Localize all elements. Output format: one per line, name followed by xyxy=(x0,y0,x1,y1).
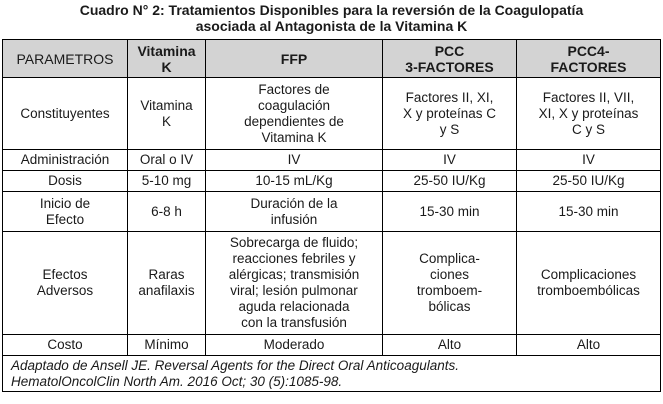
cell-line: Vitamina K xyxy=(261,129,327,145)
header-parametros-text: PARAMETROS xyxy=(16,50,114,67)
footnote-line-1: Adaptado de Ansell JE. Reversal Agents for the Direct Oral Anticoagulants. xyxy=(11,357,459,373)
cell-line: Dosis xyxy=(48,173,82,188)
cell-pcc-4 xyxy=(517,150,661,171)
header-ffp-text: FFP xyxy=(280,50,308,67)
cell-line: Constituyentes xyxy=(20,105,110,121)
cell-line: IV xyxy=(443,152,456,167)
cell-line: 25-50 IU/Kg xyxy=(413,173,486,188)
header-pcc-3-line2: 3-FACTORES xyxy=(405,58,494,75)
cell-line: Complica- xyxy=(419,251,480,266)
cell-vitamina-k xyxy=(128,78,206,150)
cell-line: Factores de xyxy=(258,81,330,97)
cell-line: dependientes de xyxy=(244,113,344,129)
cell-line: anafilaxis xyxy=(138,283,195,298)
cell-line: reacciones febriles y xyxy=(232,251,356,266)
header-vitamina-k xyxy=(128,40,206,78)
cell-param xyxy=(3,232,128,335)
cell-line: IV xyxy=(287,152,301,167)
cell-vitamina-k xyxy=(128,171,206,192)
cell-line: coagulación xyxy=(257,97,331,113)
cell-ffp xyxy=(206,150,383,171)
cell-pcc-4 xyxy=(517,232,661,335)
cell-line: y S xyxy=(439,121,460,137)
cell-line: Administración xyxy=(20,152,110,167)
cell-line: Alto xyxy=(437,337,462,352)
cell-line: tromboem- xyxy=(416,283,483,298)
cell-line: 25-50 IU/Kg xyxy=(552,173,625,188)
row-constituyentes xyxy=(3,78,661,150)
header-ffp xyxy=(206,40,383,78)
row-efectos-adversos xyxy=(3,232,661,335)
cell-line: con la transfusión xyxy=(241,315,347,330)
cell-pcc-4 xyxy=(517,192,661,232)
cell-line: alérgicas; transmisión xyxy=(228,267,360,282)
cell-pcc-4 xyxy=(517,171,661,192)
cell-line: Mínimo xyxy=(144,337,189,352)
cell-line: IV xyxy=(582,152,595,167)
cell-line: Oral o IV xyxy=(139,152,194,167)
cell-param xyxy=(3,335,128,356)
cell-line: infusión xyxy=(270,211,318,227)
header-pcc-4-line2: FACTORES xyxy=(550,58,627,75)
cell-pcc-3 xyxy=(383,150,517,171)
cell-line: ciones xyxy=(429,267,470,282)
cell-line: bólicas xyxy=(428,299,471,314)
cell-line: Complicaciones xyxy=(540,267,637,282)
header-pcc-3-line1: PCC xyxy=(434,42,465,59)
cell-line: viral; lesión pulmonar xyxy=(230,283,358,298)
cell-line: Adversos xyxy=(36,283,94,298)
cell-line: Alto xyxy=(576,337,601,352)
cell-vitamina-k xyxy=(128,150,206,171)
cell-line: 10-15 mL/Kg xyxy=(255,173,333,188)
cell-param xyxy=(3,150,128,171)
cell-line: Factores II, XI, xyxy=(405,89,494,105)
cell-param xyxy=(3,78,128,150)
cell-line: XI, X y proteínas xyxy=(538,105,639,121)
cell-line: 6-8 h xyxy=(151,203,182,219)
caption-line-1: Cuadro N° 2: Tratamientos Disponibles para la reversión de la Coagulopatía xyxy=(79,2,584,18)
header-pcc-4-line1: PCC4- xyxy=(567,42,610,59)
cell-pcc-3 xyxy=(383,232,517,335)
row-administracion xyxy=(3,150,661,171)
cell-line: Inicio de xyxy=(39,195,91,211)
cell-vitamina-k xyxy=(128,192,206,232)
cell-pcc-3 xyxy=(383,171,517,192)
table-caption xyxy=(0,2,663,34)
header-row xyxy=(3,40,661,78)
treatment-table xyxy=(2,39,661,392)
cell-line: Vitamina xyxy=(140,97,193,113)
cell-pcc-4 xyxy=(517,78,661,150)
header-pcc-3 xyxy=(383,40,517,78)
cell-line: C y S xyxy=(571,121,605,137)
row-costo xyxy=(3,335,661,356)
cell-ffp xyxy=(206,171,383,192)
cell-ffp xyxy=(206,232,383,335)
cell-line: Efecto xyxy=(45,211,85,227)
cell-line: Costo xyxy=(47,337,83,352)
cell-line: 5-10 mg xyxy=(141,173,192,188)
cell-line: Moderado xyxy=(263,337,325,352)
cell-pcc-3 xyxy=(383,192,517,232)
cell-line: Sobrecarga de fluido; xyxy=(229,235,359,250)
row-dosis xyxy=(3,171,661,192)
cell-line: Factores II, VII, xyxy=(542,89,635,105)
header-vitamina-k-line2: K xyxy=(161,58,172,75)
footnote-line-2: HematolOncolClin North Am. 2016 Oct; 30 (5):1085-98. xyxy=(11,373,343,389)
cell-line: 15-30 min xyxy=(419,203,480,219)
cell-line: Duración de la xyxy=(250,195,338,211)
cell-ffp xyxy=(206,192,383,232)
cell-param xyxy=(3,171,128,192)
cell-line: K xyxy=(161,113,171,129)
cell-param xyxy=(3,192,128,232)
cell-line: 15-30 min xyxy=(558,203,619,219)
cell-line: tromboembólicas xyxy=(537,283,640,298)
cell-vitamina-k xyxy=(128,335,206,356)
cell-pcc-4 xyxy=(517,335,661,356)
row-footnote xyxy=(3,356,661,392)
cell-ffp xyxy=(206,335,383,356)
cell-pcc-3 xyxy=(383,335,517,356)
cell-line: aguda relacionada xyxy=(238,299,350,314)
header-parametros xyxy=(3,40,128,78)
cell-line: Raras xyxy=(148,267,185,282)
cell-ffp xyxy=(206,78,383,150)
cell-vitamina-k xyxy=(128,232,206,335)
cell-pcc-3 xyxy=(383,78,517,150)
row-inicio-efecto xyxy=(3,192,661,232)
footnote-cell xyxy=(3,356,661,392)
cell-line: Efectos xyxy=(42,267,88,282)
cell-line: X y proteínas C xyxy=(402,105,497,121)
caption-line-2: asociada al Antagonista de la Vitamina K xyxy=(195,18,468,34)
header-vitamina-k-line1: Vitamina xyxy=(137,42,196,59)
header-pcc-4 xyxy=(517,40,661,78)
